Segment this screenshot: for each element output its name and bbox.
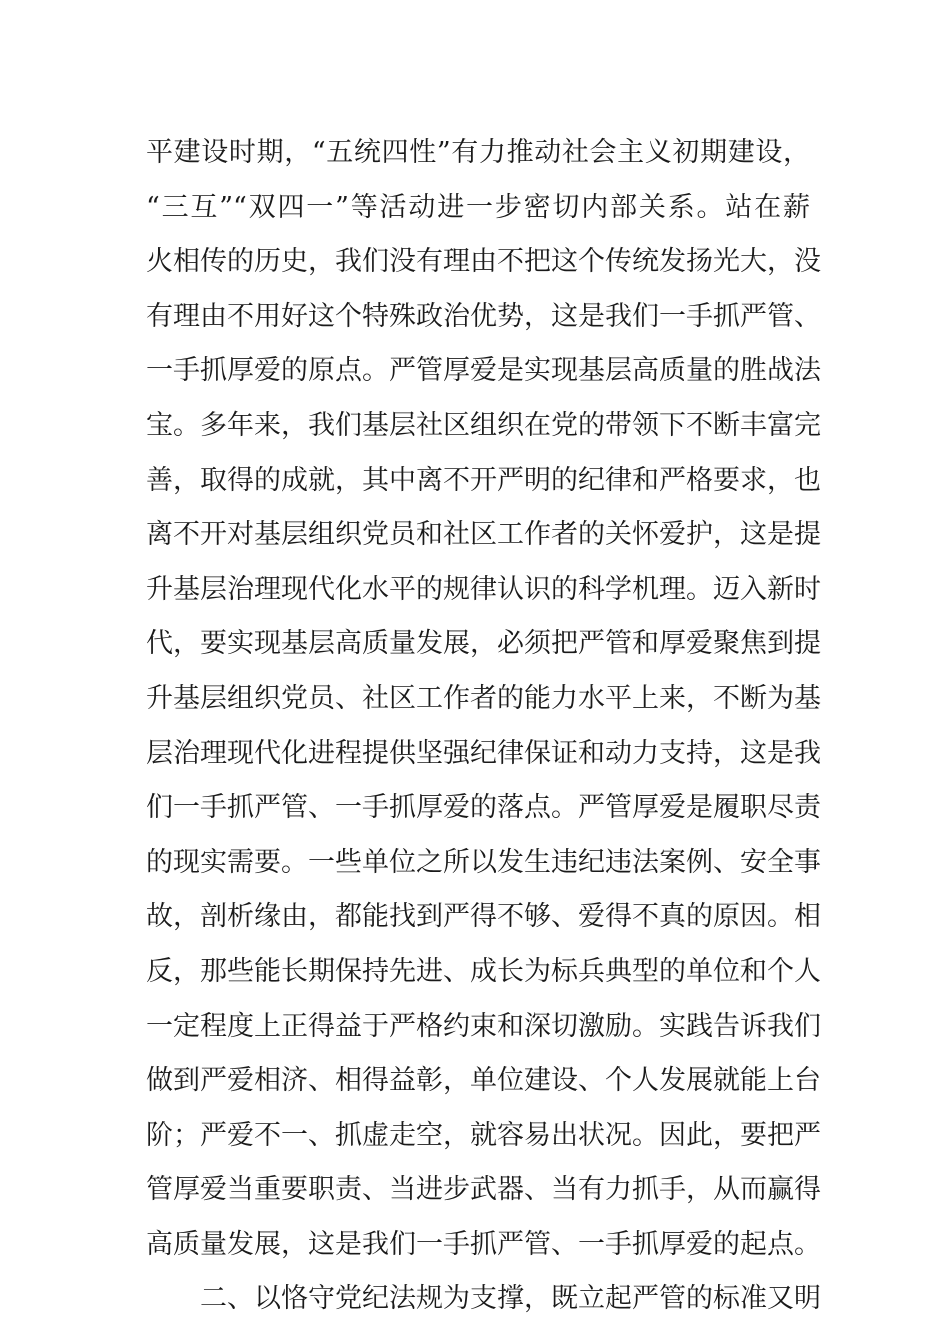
text-line: 宝。多年来，我们基层社区组织在党的带领下不断丰富完 [146,409,821,441]
text-line: 一定程度上正得益于严格约束和深切激励。实践告诉我们 [146,1010,821,1042]
text-line: 层治理现代化进程提供坚强纪律保证和动力支持，这是我 [146,737,821,769]
paragraph-end-line: 高质量发展，这是我们一手抓严管、一手抓厚爱的起点。 [146,1228,821,1260]
text-line: 火相传的历史，我们没有理由不把这个传统发扬光大，没 [146,246,821,278]
text-line: 反，那些能长期保持先进、成长为标兵典型的单位和个人 [146,955,821,987]
text-line: 的现实需要。一些单位之所以发生违纪违法案例、安全事 [146,846,821,878]
text-line: 离不开对基层组织党员和社区工作者的关怀爱护，这是提 [146,519,821,551]
text-line: “三互”“双四一”等活动进一步密切内部关系。站在薪 [146,191,810,223]
text-line: 善，取得的成就，其中离不开严明的纪律和严格要求，也 [146,464,821,496]
text-line: 故，剖析缘由，都能找到严得不够、爱得不真的原因。相 [146,901,821,933]
text-line: 管厚爱当重要职责、当进步武器、当有力抓手，从而赢得 [146,1174,821,1206]
text-line: 升基层组织党员、社区工作者的能力水平上来，不断为基 [146,682,821,714]
section-heading-line: 二、以恪守党纪法规为支撑，既立起严管的标准又明 [200,1283,821,1315]
text-line: 升基层治理现代化水平的规律认识的科学机理。迈入新时 [146,573,821,605]
text-line: 做到严爱相济、相得益彰，单位建设、个人发展就能上台 [146,1065,821,1097]
text-line: 们一手抓严管、一手抓厚爱的落点。严管厚爱是履职尽责 [146,792,821,824]
text-line: 代，要实现基层高质量发展，必须把严管和厚爱聚焦到提 [146,628,821,660]
body-text [146,126,821,1327]
text-line: 平建设时期，“五统四性”有力推动社会主义初期建设， [146,137,810,168]
text-line: 一手抓厚爱的原点。严管厚爱是实现基层高质量的胜战法 [146,355,821,387]
text-line: 阶；严爱不一、抓虚走空，就容易出状况。因此，要把严 [146,1119,821,1151]
text-line: 有理由不用好这个特殊政治优势，这是我们一手抓严管、 [146,300,821,332]
